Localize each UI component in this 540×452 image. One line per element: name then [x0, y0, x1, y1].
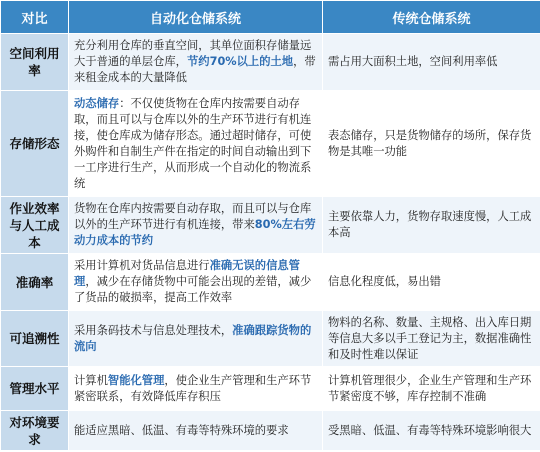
auto-text: 采用条码技术与信息处理技术， — [74, 323, 233, 337]
header-compare: 对比 — [1, 1, 69, 34]
auto-text: 货物在仓库内按需要自动存取，而且可以与仓库以外的生产环节进行有机连接，带来 — [74, 202, 312, 231]
table-row — [1, 91, 540, 197]
table-row — [1, 311, 540, 367]
traditional-cell: 计算机管理很少，企业生产管理和生产环节紧密度不够，库存控制不准确 — [323, 367, 540, 411]
auto-text: 采用计算机对货品信息进行 — [74, 259, 210, 272]
table-row — [1, 367, 540, 411]
table-row — [1, 411, 540, 451]
auto-text-tail: ，减少在存储货物中可能会出现的差错，减少了货品的破损率，提高工作效率 — [74, 275, 312, 304]
auto-highlight: 准确跟踪货物的流向 — [74, 323, 312, 353]
header-row — [1, 1, 540, 34]
row-label: 存储形态 — [1, 91, 69, 197]
table-row — [1, 34, 540, 91]
auto-highlight: 节约70%以上的土地 — [186, 55, 294, 68]
row-label: 空间利用率 — [1, 34, 69, 91]
auto-text: 能适应黑暗、低温、有毒等特殊环境的要求 — [74, 423, 289, 437]
auto-highlight: 准确无误的信息管理 — [74, 259, 300, 288]
auto-cell — [69, 367, 323, 411]
row-label: 作业效率与人工成本 — [1, 197, 69, 254]
traditional-cell: 信息化程度低，易出错 — [323, 254, 540, 311]
auto-text: 充分利用仓库的垂直空间，其单位面积存储量远大于普通的单层仓库， — [74, 39, 312, 68]
row-label: 准确率 — [1, 254, 69, 311]
traditional-cell: 需占用大面积土地，空间利用率低 — [323, 34, 540, 91]
auto-text-tail: ：不仅使货物在仓库内按需要自动存取，而且可以与仓库以外的生产环节进行有机连接，使仓库成为储存形态。通过超时储存，可使外购件和自制生产件在指定的时间自动输出到下一工序进行生产，从而形成一个自动化的物流系统 — [74, 96, 312, 190]
auto-highlight: 智能化管理 — [107, 373, 165, 387]
auto-text-tail: ，带来租金成本的大量降低 — [74, 55, 316, 84]
row-label: 对环境要求 — [1, 411, 69, 451]
header-traditional-storage: 传统仓储系统 — [323, 1, 540, 34]
auto-highlight: 动态储存 — [74, 96, 120, 110]
auto-highlight: 80%左右劳动力成本的节约 — [74, 218, 316, 247]
traditional-cell: 表态储存，只是货物储存的场所，保存货物是其唯一功能 — [323, 91, 540, 197]
auto-cell — [69, 197, 323, 254]
auto-cell — [69, 254, 323, 311]
auto-text: 计算机 — [74, 373, 108, 387]
auto-cell — [69, 91, 323, 197]
row-label: 可追溯性 — [1, 311, 69, 367]
table-row — [1, 254, 540, 311]
traditional-cell: 物料的名称、数量、主规格、出入库日期等信息大多以手工登记为主，数据准确性和及时性难以保证 — [323, 311, 540, 367]
header-auto-storage: 自动化仓储系统 — [69, 1, 323, 34]
row-label: 管理水平 — [1, 367, 69, 411]
auto-cell — [69, 411, 323, 451]
traditional-cell: 受黑暗、低温、有毒等特殊环境影响很大 — [323, 411, 540, 451]
auto-text-tail: ，使企业生产管理和生产环节紧密联系，有效降低库存积压 — [74, 373, 312, 403]
auto-cell — [69, 311, 323, 367]
traditional-cell: 主要依靠人力，货物存取速度慢，人工成本高 — [323, 197, 540, 254]
table-row — [1, 197, 540, 254]
auto-cell — [69, 34, 323, 91]
